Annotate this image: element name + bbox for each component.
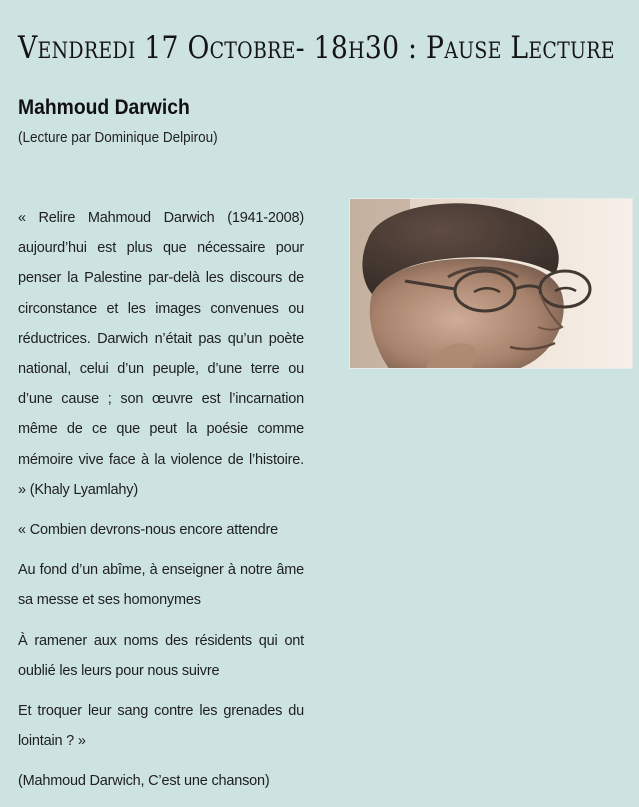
portrait-photo — [349, 198, 633, 369]
poem-line: Et troquer leur sang contre les grenades du lointain ? » — [18, 703, 304, 750]
portrait-illustration — [350, 199, 633, 369]
poem-citation: (Mahmoud Darwich, C’est une chanson) — [18, 773, 270, 790]
sepia-overlay — [350, 199, 633, 369]
intro-quote: « Relire Mahmoud Darwich (1941-2008) aujourd’hui est plus que nécessaire pour penser la Palestine par-delà les discours de circonstance et les images convenues ou réductrices. Darwich n’était pas qu’un poète national, celui d’un peuple, d’une terre ou d’une cause ; son œuvre est l’incarnation même de ce que peut la poésie comme mémoire vive face à la violence de l’histoire. » (Khaly Lyamlahy) — [18, 210, 304, 498]
reader-note: (Lecture par Dominique Delpirou) — [18, 129, 218, 146]
poem-line: Au fond d’un abîme, à enseigner à notre âme sa messe et ses homonymes — [18, 562, 304, 609]
poem-line: « Combien devrons-nous encore attendre — [18, 522, 279, 539]
author-name: Mahmoud Darwich — [18, 96, 190, 119]
poem-line: À ramener aux noms des résidents qui ont oublié les leurs pour nous suivre — [18, 632, 304, 679]
text-column — [18, 203, 304, 807]
event-title: Vendredi 17 Octobre- 18h30 : Pause Lecture — [18, 30, 615, 66]
